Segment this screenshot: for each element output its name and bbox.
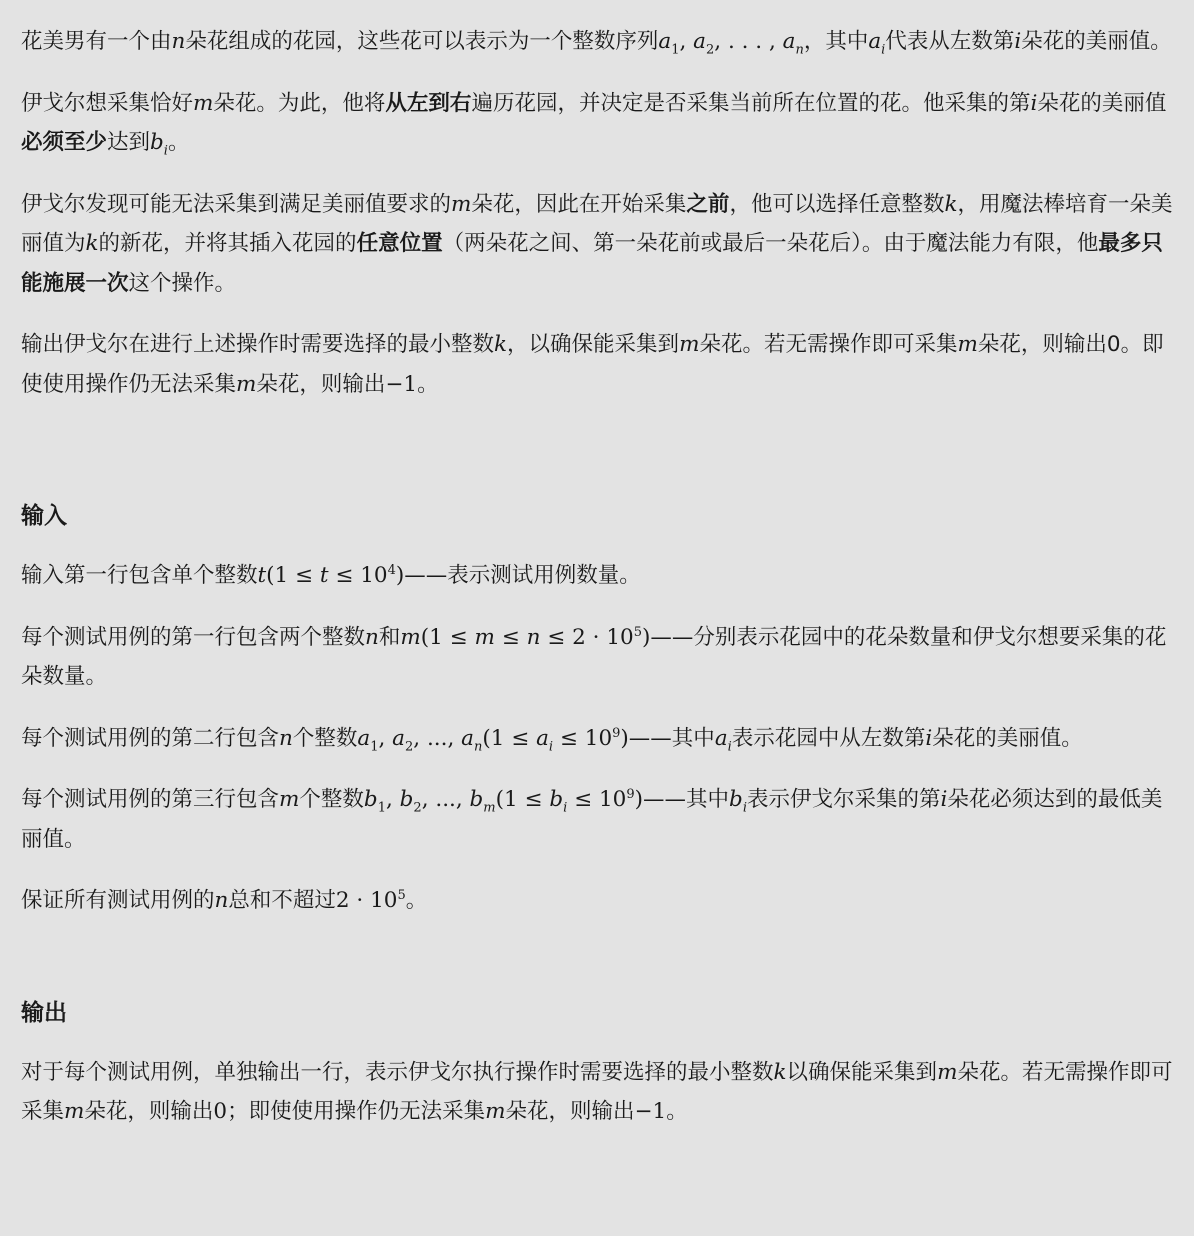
text: 伊戈尔发现可能无法采集到满足美丽值要求的	[21, 191, 452, 217]
math-limit: $2 \cdot 10^5$	[335, 887, 406, 913]
input-line-a	[21, 719, 1174, 759]
math-m: m	[679, 332, 700, 357]
text: 朵花组成的花园，这些花可以表示为一个整数序列	[185, 29, 659, 54]
text: 这个操作。	[128, 270, 237, 296]
math-i: i	[940, 787, 948, 812]
bold-text: 必须至少	[21, 130, 108, 155]
math-t-range: $t(1 \le t \le 10^4)$	[257, 562, 405, 588]
heading-output: 输出	[21, 999, 67, 1026]
output-description	[21, 1053, 1174, 1132]
text: 总和不超过	[228, 888, 336, 913]
text: 。即使使用操作仍无法采集	[21, 332, 1164, 397]
text: 个整数	[292, 725, 358, 751]
text: 个整数	[299, 787, 364, 812]
text: ——分别表示花园中的花朵数量和伊戈尔想要采集的花朵数量。	[21, 624, 1167, 689]
text: 每个测试用例的第一行包含两个整数	[21, 624, 366, 650]
text: 代表从左数第	[885, 29, 1015, 54]
text: 达到	[107, 130, 151, 155]
value-zero: 0	[1106, 332, 1121, 357]
math-ai: $a_i$	[714, 725, 732, 754]
text: 朵花的美丽值。	[1021, 29, 1172, 54]
value-minus-one: −1	[634, 1099, 667, 1124]
text: 以确保能采集到	[786, 1059, 938, 1085]
text: ——表示测试用例数量。	[404, 563, 641, 588]
text: 保证所有测试用例的	[21, 888, 215, 913]
text: 。	[167, 130, 190, 155]
heading-input: 输入	[21, 503, 67, 529]
text: 对于每个测试用例，单独输出一行，表示伊戈尔执行操作时需要选择的最小整数	[21, 1059, 774, 1085]
text: 遍历花园，并决定是否采集当前所在位置的花。他采集的第	[471, 90, 1031, 116]
input-line-b	[21, 780, 1174, 859]
math-m: m	[451, 191, 472, 217]
text: 朵花，因此在开始采集	[471, 191, 687, 217]
math-i: i	[1014, 29, 1022, 54]
math-k: k	[944, 191, 958, 217]
bold-text: 从左到右	[385, 90, 472, 116]
text: 朵花的美丽值。	[932, 725, 1083, 751]
math-m: m	[485, 1099, 506, 1124]
text: 。	[666, 1099, 688, 1124]
math-bi: $b_i$	[150, 130, 168, 159]
value-minus-one: −1	[385, 371, 418, 397]
text: 朵花，则输出	[977, 332, 1107, 357]
text: ，用魔法棒培育一朵美丽值为	[21, 191, 1173, 256]
math-k: k	[85, 231, 99, 256]
math-m: m	[937, 1059, 958, 1085]
math-sequence-a: $a_1$, $a_2$, . . . , $a_n$	[658, 29, 804, 58]
input-line-t	[21, 556, 1174, 596]
math-n: n	[279, 725, 293, 751]
math-i: i	[1030, 90, 1038, 116]
math-bi: $b_i$	[729, 787, 747, 816]
text: 和	[378, 624, 401, 650]
text: ——其中	[628, 725, 715, 751]
text: 花美男有一个由	[21, 29, 172, 54]
text: （两朵花之间、第一朵花前或最后一朵花后）。由于魔法能力有限，他	[442, 231, 1099, 256]
bold-text: 任意位置	[356, 231, 443, 256]
text: 朵花，则输出	[256, 371, 386, 397]
math-n: n	[214, 888, 229, 913]
math-m: m	[193, 90, 214, 116]
text: 朵花。若无需操作即可采集	[699, 332, 958, 357]
text: 朵花，则输出	[505, 1099, 635, 1124]
text: ——其中	[643, 787, 730, 812]
math-b-range: $b_1$, $b_2$, ..., $b_m(1 \le b_i \le 10^9)$	[363, 786, 644, 816]
math-m: m	[279, 787, 300, 812]
text: ；即使使用操作仍无法采集	[227, 1099, 486, 1124]
text: 输入第一行包含单个整数	[21, 563, 258, 588]
text: 的新花，并将其插入花园的	[98, 231, 357, 256]
paragraph-task	[21, 325, 1174, 404]
text: 朵花。若无需操作即可采集	[21, 1059, 1173, 1124]
bold-text: 之前	[686, 191, 730, 217]
text: 朵花必须达到的最低美丽值。	[21, 787, 1163, 852]
math-m: m	[64, 1099, 85, 1124]
input-line-nm	[21, 618, 1174, 697]
math-m: m	[236, 371, 257, 397]
text: ，其中	[803, 29, 869, 54]
math-n: n	[365, 624, 379, 650]
math-ai: $a_i$	[868, 29, 886, 58]
bold-text: 最多只能施展一次	[21, 231, 1163, 296]
text: ，以确保能采集到	[507, 332, 680, 357]
text: 输出伊戈尔在进行上述操作时需要选择的最小整数	[21, 332, 495, 357]
text: 。	[417, 371, 439, 397]
paragraph-intro	[21, 22, 1174, 62]
text: 朵花。为此，他将	[213, 90, 386, 116]
paragraph-magic	[21, 185, 1174, 304]
text: 每个测试用例的第三行包含	[21, 787, 280, 812]
value-zero: 0	[213, 1099, 228, 1124]
math-k: k	[773, 1059, 787, 1085]
text: 伊戈尔想采集恰好	[21, 90, 194, 116]
input-line-guarantee	[21, 881, 1174, 921]
text: 表示伊戈尔采集的第	[746, 787, 941, 812]
text: 每个测试用例的第二行包含	[21, 725, 280, 751]
paragraph-collect	[21, 84, 1174, 163]
text: 。	[405, 888, 428, 913]
math-m: m	[957, 332, 978, 357]
math-a-range: $a_1$, $a_2$, ..., $a_n(1 \le a_i \le 10^9)$	[357, 725, 629, 754]
math-n: n	[171, 29, 186, 54]
text: 朵花，则输出	[84, 1099, 214, 1124]
math-i: i	[925, 725, 933, 751]
math-m-range: $m(1 \le m \le n \le 2 \cdot 10^5)$	[400, 624, 651, 650]
math-k: k	[494, 332, 508, 357]
text: 朵花的美丽值	[1037, 90, 1167, 116]
text: 表示花园中从左数第	[731, 725, 926, 751]
text: ，他可以选择任意整数	[729, 191, 945, 217]
